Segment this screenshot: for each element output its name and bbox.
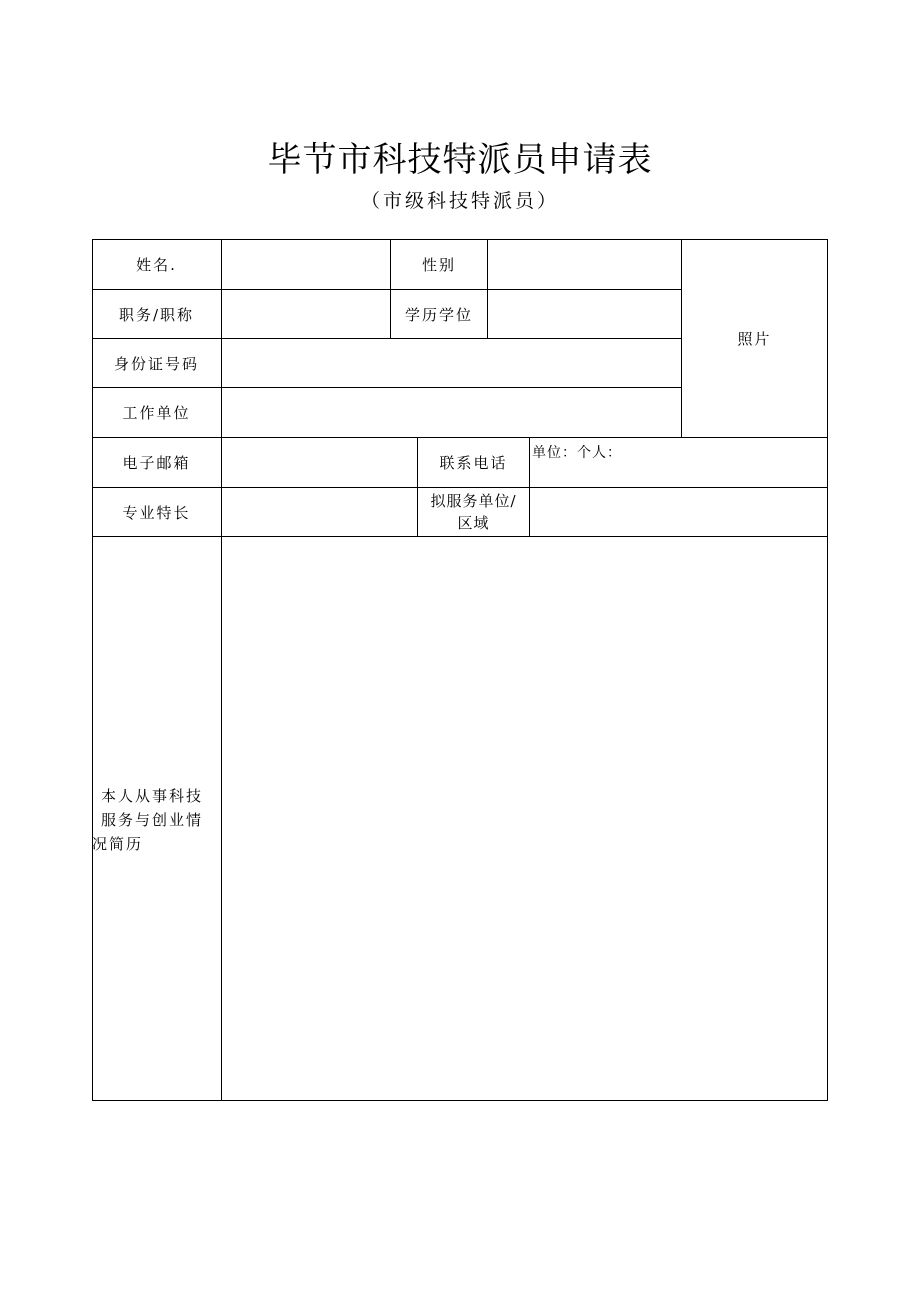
service-area-field[interactable] bbox=[530, 488, 827, 536]
education-field[interactable] bbox=[488, 290, 681, 338]
table-border-bottom bbox=[92, 1100, 828, 1101]
phone-label: 联系电话 bbox=[439, 454, 508, 472]
name-label: 姓名. bbox=[136, 256, 177, 274]
name-field[interactable] bbox=[222, 240, 390, 289]
email-label: 电子邮箱 bbox=[122, 454, 191, 472]
phone-field-hint[interactable]: 单位：个人： bbox=[532, 445, 622, 461]
service-area-label-line1: 拟服务单位/ bbox=[430, 492, 517, 510]
position-label: 职务/职称 bbox=[118, 305, 195, 324]
photo-placeholder[interactable]: 照片 bbox=[737, 330, 772, 348]
specialty-field[interactable] bbox=[222, 488, 417, 536]
specialty-label: 专业特长 bbox=[122, 503, 191, 522]
id-number-label: 身份证号码 bbox=[113, 354, 199, 373]
position-field[interactable] bbox=[222, 290, 390, 338]
gender-label: 性别 bbox=[421, 256, 456, 274]
gender-field[interactable] bbox=[488, 240, 681, 289]
email-field[interactable] bbox=[222, 438, 417, 487]
workplace-field[interactable] bbox=[222, 388, 681, 437]
service-area-label bbox=[418, 488, 529, 536]
resume-field[interactable] bbox=[222, 537, 827, 1100]
workplace-label: 工作单位 bbox=[122, 404, 191, 422]
resume-label-line3: 况简历 bbox=[92, 835, 144, 853]
application-form-table bbox=[92, 239, 828, 1101]
resume-label-line1: 本人从事科技 bbox=[101, 787, 204, 805]
id-number-field[interactable] bbox=[222, 339, 681, 387]
table-border-right bbox=[827, 239, 828, 1101]
resume-label bbox=[92, 784, 221, 856]
service-area-label-line2: 区域 bbox=[457, 514, 490, 532]
education-label: 学历学位 bbox=[404, 305, 473, 324]
resume-label-line2: 服务与创业情 bbox=[101, 811, 204, 829]
page-subtitle: （市级科技特派员） bbox=[360, 190, 559, 212]
page-title: 毕节市科技特派员申请表 bbox=[267, 140, 653, 180]
